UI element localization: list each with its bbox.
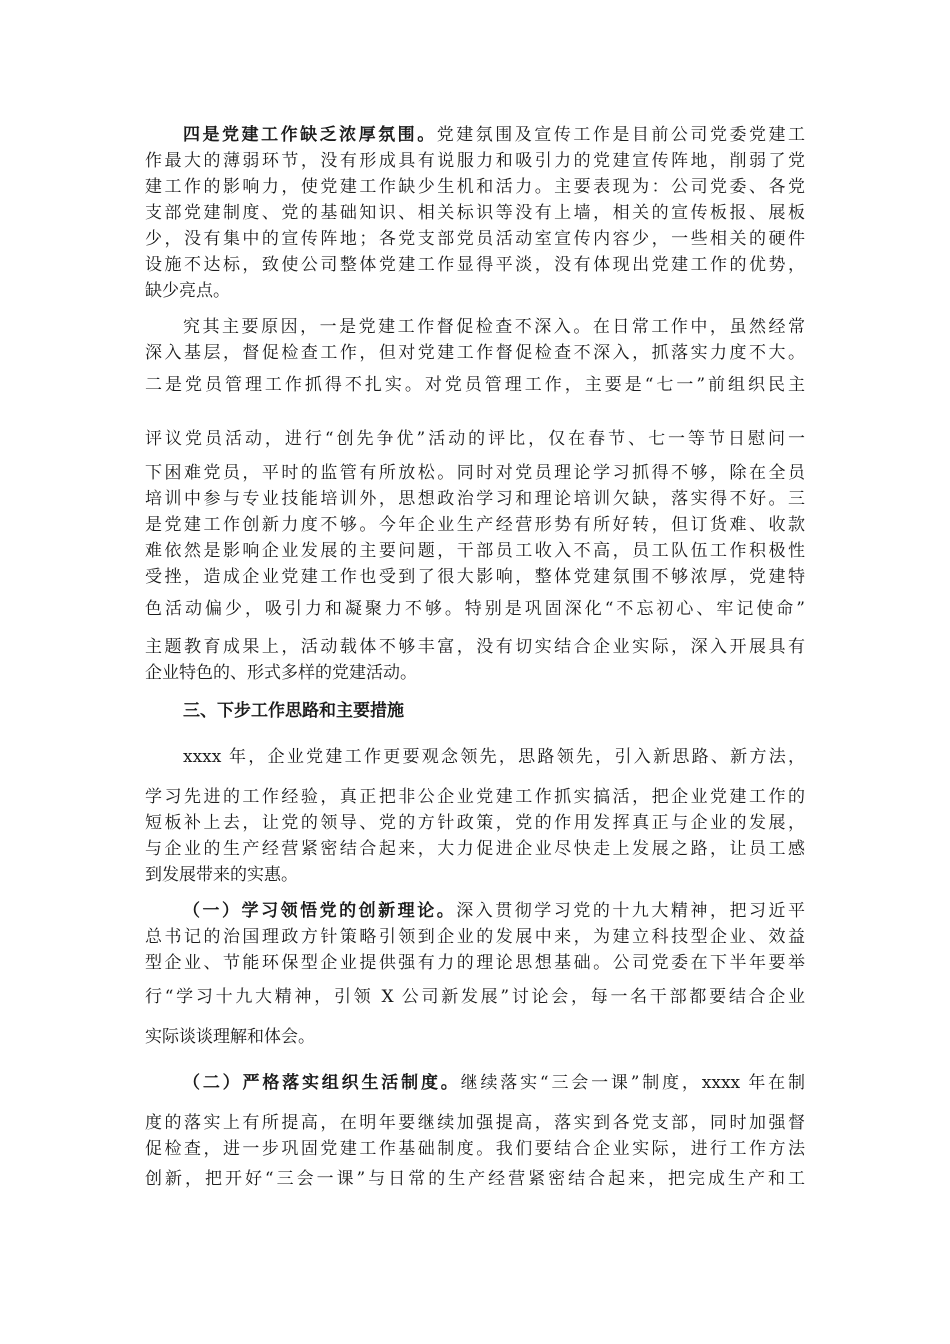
paragraph-line: 与企业的生产经营紧密结合起来，大力促进企业尽快走上发展之路，让员工感	[145, 839, 805, 859]
paragraph-line: 培训中参与专业技能培训外，思想政治学习和理论培训欠缺，落实得不好。三	[145, 489, 805, 509]
paragraph-text: 党建氛围及宣传工作是目前公司党委党建工	[436, 125, 805, 145]
paragraph-line: 总书记的治国理政方针策略引领到企业的发展中来，为建立科技型企业、效益	[145, 927, 805, 947]
paragraph-line: 学习先进的工作经验，真正把非公企业党建工作抓实搞活，把企业党建工作的	[145, 787, 805, 807]
paragraph-line: 色活动偏少，吸引力和凝聚力不够。特别是巩固深化“不忘初心、牢记使命”	[145, 599, 805, 619]
paragraph-line: 缺少亮点。	[145, 281, 230, 301]
paragraph-line: 下困难党员，平时的监管有所放松。同时对党员理论学习抓得不够，除在全员	[145, 463, 805, 483]
paragraph-line: 究其主要原因，一是党建工作督促检查不深入。在日常工作中，虽然经常	[183, 317, 805, 337]
paragraph-line: 到发展带来的实惠。	[145, 865, 298, 885]
paragraph-line: 二是党员管理工作抓得不扎实。对党员管理工作，主要是“七一”前组织民主	[145, 375, 805, 395]
paragraph-line: xxxx 年，企业党建工作更要观念领先，思路领先，引入新思路、新方法，	[183, 747, 805, 767]
paragraph-line: 型企业、节能环保型企业提供强有力的理论思想基础。公司党委在下半年要举	[145, 953, 805, 973]
paragraph-line	[183, 1070, 805, 1096]
paragraph-line: 建工作的影响力，使党建工作缺少生机和活力。主要表现为：公司党委、各党	[145, 177, 805, 197]
paragraph-line	[183, 898, 805, 924]
paragraph-line: 受挫，造成企业党建工作也受到了很大影响，整体党建氛围不够浓厚，党建特	[145, 567, 805, 587]
paragraph-line: 是党建工作创新力度不够。今年企业生产经营形势有所好转，但订货难、收款	[145, 515, 805, 535]
paragraph-line: 难依然是影响企业发展的主要问题，干部员工收入不高，员工队伍工作积极性	[145, 541, 805, 561]
paragraph-line: 行“学习十九大精神，引领 X 公司新发展”讨论会，每一名干部都要结合企业	[145, 987, 805, 1007]
paragraph-line: 企业特色的、形式多样的党建活动。	[145, 663, 417, 683]
paragraph-line: 促检查，进一步巩固党建工作基础制度。我们要结合企业实际，进行工作方法	[145, 1139, 805, 1159]
paragraph-lead: （一）学习领悟党的创新理论。	[183, 901, 457, 921]
paragraph-text: 继续落实“三会一课”制度，xxxx 年在制	[460, 1073, 805, 1093]
paragraph-line: 支部党建制度、党的基础知识、相关标识等没有上墙，相关的宣传板报、展板	[145, 203, 805, 223]
paragraph-line: 主题教育成果上，活动载体不够丰富，没有切实结合企业实际，深入开展具有	[145, 637, 805, 657]
paragraph-line: 作最大的薄弱环节，没有形成具有说服力和吸引力的党建宣传阵地，削弱了党	[145, 151, 805, 171]
paragraph-line: 评议党员活动，进行“创先争优”活动的评比，仅在春节、七一等节日慰问一	[145, 429, 805, 449]
paragraph-line: 度的落实上有所提高，在明年要继续加强提高，落实到各党支部，同时加强督	[145, 1113, 805, 1133]
paragraph-line: 设施不达标，致使公司整体党建工作显得平淡，没有体现出党建工作的优势，	[145, 255, 805, 275]
paragraph-lead: 四是党建工作缺乏浓厚氛围。	[183, 125, 437, 145]
paragraph-line: 深入基层，督促检查工作，但对党建工作督促检查不深入，抓落实力度不大。	[145, 343, 805, 363]
paragraph-lead: （二）严格落实组织生活制度。	[183, 1073, 461, 1093]
paragraph-text: 深入贯彻学习党的十九大精神，把习近平	[456, 901, 805, 921]
paragraph-line: 短板补上去，让党的领导、党的方针政策，党的作用发挥真正与企业的发展，	[145, 813, 805, 833]
paragraph-line	[183, 122, 805, 148]
section-heading: 三、下步工作思路和主要措施	[183, 701, 404, 721]
paragraph-line: 少，没有集中的宣传阵地；各党支部党员活动室宣传内容少，一些相关的硬件	[145, 229, 805, 249]
paragraph-line: 创新，把开好“三会一课”与日常的生产经营紧密结合起来，把完成生产和工	[145, 1169, 805, 1189]
paragraph-line: 实际谈谈理解和体会。	[145, 1027, 315, 1047]
